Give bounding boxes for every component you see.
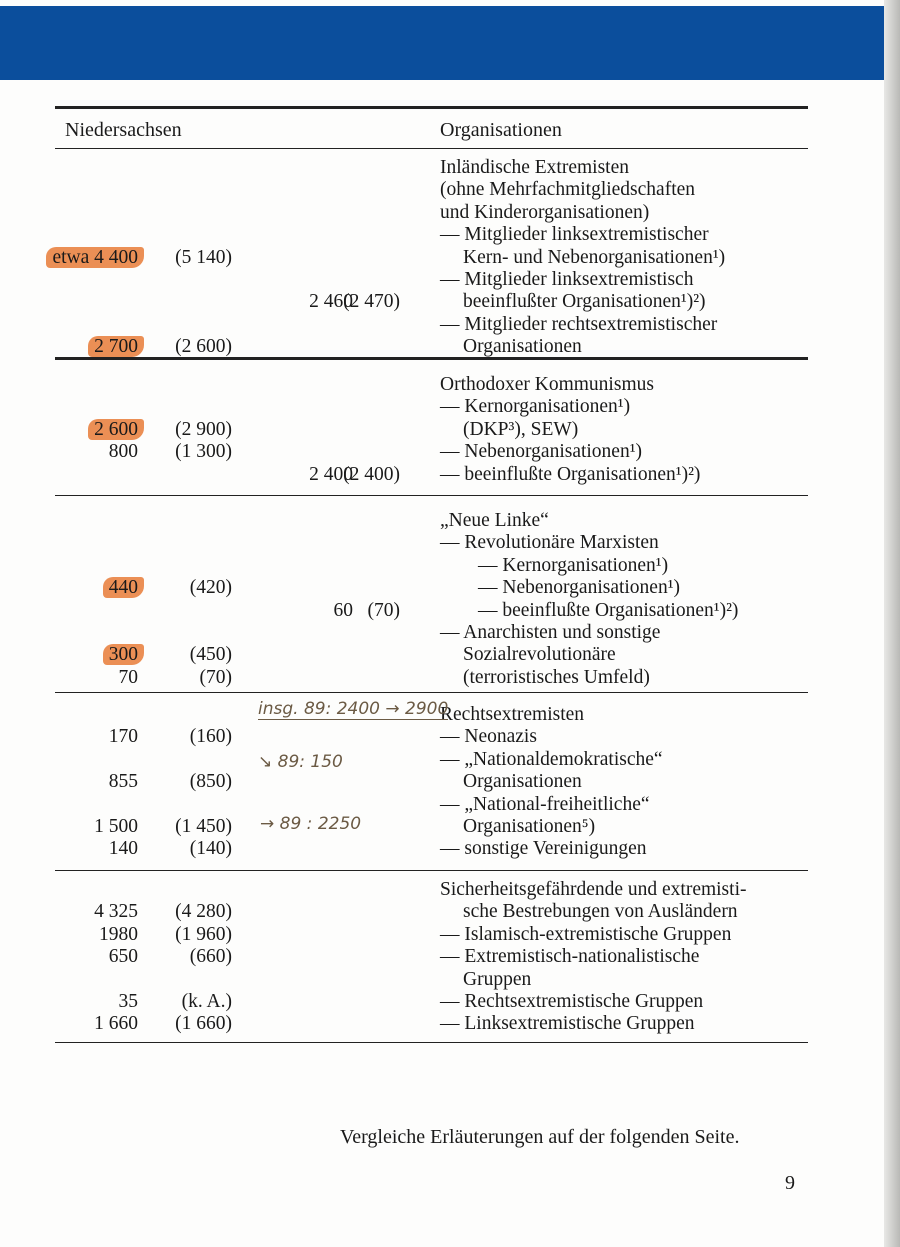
column-header-organisationen: Organisationen bbox=[440, 119, 562, 141]
table-row bbox=[0, 269, 880, 291]
section-rule bbox=[55, 692, 808, 693]
current-count: 35 bbox=[118, 990, 138, 1012]
organisation-label: — Kernorganisationen¹) bbox=[440, 396, 631, 418]
table-row bbox=[0, 555, 880, 577]
highlighted-value: 300 bbox=[103, 644, 144, 665]
table-row bbox=[0, 179, 880, 201]
organisation-label: „Neue Linke“ bbox=[440, 510, 549, 531]
group-previous-count: (2 400) bbox=[343, 463, 400, 485]
section-rule bbox=[55, 495, 808, 496]
organisation-label: — beeinflußte Organisationen¹)²) bbox=[478, 599, 739, 621]
section-auslaender bbox=[0, 879, 880, 1036]
organisation-label: — Kernorganisationen¹) bbox=[478, 554, 669, 576]
previous-count: (660) bbox=[189, 946, 232, 968]
table-row bbox=[0, 969, 880, 991]
current-count bbox=[46, 247, 138, 269]
table-row bbox=[0, 577, 880, 599]
table-row bbox=[0, 901, 880, 923]
organisation-label: Organisationen bbox=[463, 771, 582, 793]
organisation-label: — Mitglieder linksextremistisch bbox=[440, 268, 694, 290]
group-count: 2 400 bbox=[309, 463, 353, 485]
organisation-label: — Nebenorganisationen¹) bbox=[478, 577, 681, 599]
table-row bbox=[0, 816, 880, 838]
section-rechtsextremisten bbox=[0, 704, 880, 861]
table-top-rule bbox=[55, 106, 808, 109]
previous-count: (160) bbox=[189, 726, 232, 748]
table-row bbox=[0, 726, 880, 748]
organisation-label: — „National-freiheitliche“ bbox=[440, 793, 650, 815]
handwritten-note: → 89 : 2250 bbox=[260, 814, 362, 834]
organisation-label: und Kinderorganisationen) bbox=[440, 201, 650, 223]
group-count: 60 bbox=[333, 599, 353, 621]
table-row bbox=[0, 794, 880, 816]
organisation-label: — Neonazis bbox=[440, 726, 537, 748]
current-count bbox=[103, 644, 138, 666]
previous-count: (850) bbox=[189, 771, 232, 793]
table-row bbox=[0, 374, 880, 396]
table-row bbox=[0, 224, 880, 246]
column-header-niedersachsen: Niedersachsen bbox=[65, 119, 182, 141]
group-count: 2 460 bbox=[309, 291, 353, 313]
organisation-label: Organisationen bbox=[463, 336, 582, 358]
organisation-label: (ohne Mehrfachmitgliedschaften bbox=[440, 179, 696, 201]
previous-count: (1 660) bbox=[175, 1013, 232, 1035]
organisation-label: — Mitglieder linksextremistischer bbox=[440, 224, 709, 246]
table-row bbox=[0, 924, 880, 946]
table-row bbox=[0, 749, 880, 771]
organisation-label: Sozialrevolutionäre bbox=[463, 644, 616, 666]
organisation-label: — Mitglieder rechtsextremistischer bbox=[440, 313, 718, 335]
current-count: 1 660 bbox=[94, 1013, 138, 1035]
organisation-label: (DKP³), SEW) bbox=[463, 418, 579, 440]
previous-count: (1 300) bbox=[175, 441, 232, 463]
handwritten-note: ↘ 89: 150 bbox=[258, 752, 343, 772]
previous-count: (70) bbox=[199, 666, 232, 688]
current-count: 855 bbox=[108, 771, 138, 793]
table-row bbox=[0, 644, 880, 666]
section-rule bbox=[55, 870, 808, 871]
current-count bbox=[88, 419, 138, 441]
previous-count: (4 280) bbox=[175, 901, 232, 923]
section-inlaendische-extremisten bbox=[0, 157, 880, 359]
organisation-label: — Nebenorganisationen¹) bbox=[440, 441, 643, 463]
table-row bbox=[0, 667, 880, 689]
highlighted-value: etwa 4 400 bbox=[46, 247, 144, 268]
table-row bbox=[0, 291, 880, 313]
organisation-label: — Rechtsextremistische Gruppen bbox=[440, 990, 704, 1012]
previous-count: (450) bbox=[189, 644, 232, 666]
highlighted-value: 440 bbox=[103, 577, 144, 598]
previous-count: (k. A.) bbox=[181, 990, 232, 1012]
organisation-label: — Linksextremistische Gruppen bbox=[440, 1013, 695, 1035]
previous-count: (2 600) bbox=[175, 336, 232, 358]
previous-count: (1 960) bbox=[175, 923, 232, 945]
current-count: 800 bbox=[108, 441, 138, 463]
table-row bbox=[0, 396, 880, 418]
table-row bbox=[0, 879, 880, 901]
previous-count: (1 450) bbox=[175, 815, 232, 837]
current-count: 4 325 bbox=[94, 901, 138, 923]
table-row bbox=[0, 419, 880, 441]
header-rule bbox=[55, 148, 808, 149]
table-row bbox=[0, 600, 880, 622]
table-row bbox=[0, 946, 880, 968]
organisation-label: Rechtsextremisten bbox=[440, 704, 585, 725]
current-count: 170 bbox=[108, 726, 138, 748]
section-rule bbox=[55, 357, 808, 360]
header-color-band bbox=[0, 6, 884, 80]
highlighted-value: 2 700 bbox=[88, 336, 144, 357]
table-row bbox=[0, 314, 880, 336]
footer-note: Vergleiche Erläuterungen auf der folgenden Seite. bbox=[340, 1126, 740, 1148]
current-count bbox=[103, 577, 138, 599]
organisation-label: — Islamisch-extremistische Gruppen bbox=[440, 923, 732, 945]
table-row bbox=[0, 1013, 880, 1035]
previous-count: (140) bbox=[189, 838, 232, 860]
current-count: 1980 bbox=[99, 923, 138, 945]
organisation-label: Sicherheitsgefährdende und extremisti- bbox=[440, 879, 747, 900]
table-row bbox=[0, 510, 880, 532]
section-orthodoxer-kommunismus bbox=[0, 374, 880, 486]
current-count: 1 500 bbox=[94, 815, 138, 837]
table-row bbox=[0, 838, 880, 860]
organisation-label: — Revolutionäre Marxisten bbox=[440, 532, 659, 554]
section-neue-linke bbox=[0, 510, 880, 689]
previous-count: (2 900) bbox=[175, 418, 232, 440]
organisation-label: Orthodoxer Kommunismus bbox=[440, 374, 654, 395]
organisation-label: beeinflußter Organisationen¹)²) bbox=[463, 291, 706, 313]
current-count: 650 bbox=[108, 946, 138, 968]
current-count: 70 bbox=[118, 666, 138, 688]
current-count bbox=[88, 336, 138, 358]
previous-count: (420) bbox=[189, 577, 232, 599]
table-row bbox=[0, 336, 880, 358]
organisation-label: sche Bestrebungen von Ausländern bbox=[463, 901, 738, 923]
table-row bbox=[0, 247, 880, 269]
organisation-label: Kern- und Nebenorganisationen¹) bbox=[463, 246, 726, 268]
organisation-label: — beeinflußte Organisationen¹)²) bbox=[440, 463, 701, 485]
table-row bbox=[0, 202, 880, 224]
table-row bbox=[0, 441, 880, 463]
group-previous-count: (70) bbox=[367, 599, 400, 621]
previous-count: (5 140) bbox=[175, 246, 232, 268]
table-row bbox=[0, 464, 880, 486]
table-row bbox=[0, 532, 880, 554]
highlighted-value: 2 600 bbox=[88, 419, 144, 440]
table-row bbox=[0, 771, 880, 793]
organisation-label: Gruppen bbox=[463, 968, 532, 990]
organisation-label: — sonstige Vereinigungen bbox=[440, 838, 647, 860]
page-edge-shadow bbox=[884, 0, 900, 1247]
table-row bbox=[0, 622, 880, 644]
current-count: 140 bbox=[108, 838, 138, 860]
page-number: 9 bbox=[785, 1172, 795, 1194]
table-bottom-rule bbox=[55, 1042, 808, 1043]
table-row bbox=[0, 157, 880, 179]
table-row bbox=[0, 991, 880, 1013]
organisation-label: — „Nationaldemokratische“ bbox=[440, 748, 663, 770]
organisation-label: Organisationen⁵) bbox=[463, 815, 596, 837]
organisation-label: (terroristisches Umfeld) bbox=[463, 666, 650, 688]
organisation-label: — Extremistisch-nationalistische bbox=[440, 946, 700, 968]
handwritten-note: insg. 89: 2400 → 2900 bbox=[258, 699, 449, 719]
organisation-label: Inländische Extremisten bbox=[440, 157, 629, 178]
organisation-label: — Anarchisten und sonstige bbox=[440, 621, 661, 643]
group-previous-count: (2 470) bbox=[343, 291, 400, 313]
